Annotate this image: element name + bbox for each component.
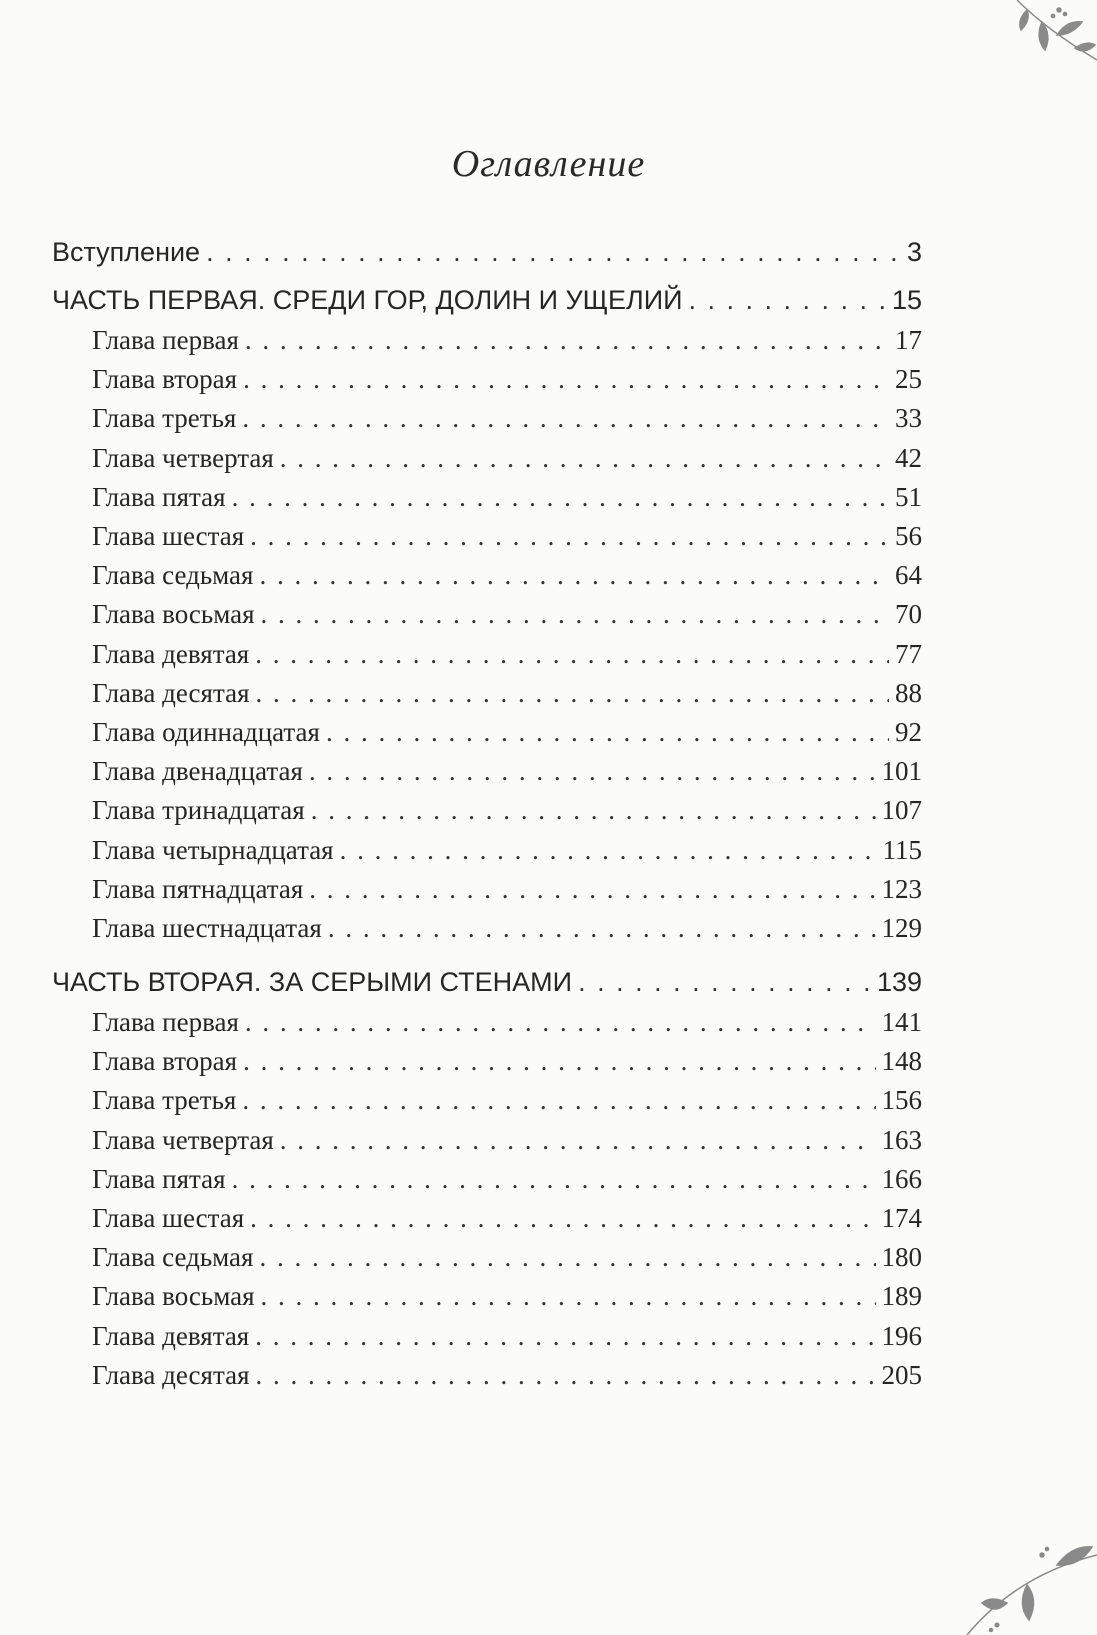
- toc-entry-label: Глава седьмая: [92, 560, 254, 591]
- toc-intro-entry: [52, 234, 922, 270]
- toc-title: Оглавление: [451, 143, 646, 185]
- toc-entry-label: Глава третья: [92, 1085, 237, 1116]
- toc-page-number: 166: [881, 1163, 922, 1194]
- dot-leader: [206, 234, 901, 270]
- dot-leader: [255, 636, 889, 672]
- toc-page-number: 88: [895, 677, 922, 708]
- toc-chapter-entry: [92, 400, 922, 436]
- dot-leader: [261, 1278, 876, 1314]
- toc-chapter-entry: [92, 871, 922, 907]
- toc-entry-label: Глава вторая: [92, 1046, 238, 1077]
- toc-part-entry: [52, 964, 922, 1000]
- dot-leader: [261, 596, 889, 632]
- dot-leader: [243, 361, 889, 397]
- toc-entry-label: Глава первая: [92, 325, 239, 355]
- toc-page-number: 180: [881, 1242, 922, 1273]
- dot-leader: [578, 964, 871, 1000]
- toc-entry-label: Глава двенадцатая: [92, 756, 303, 787]
- toc-entry-label: Глава тринадцатая: [92, 795, 305, 826]
- toc-entry-label: Глава пятнадцатая: [92, 873, 304, 904]
- toc-entry-label: Глава четвертая: [92, 1124, 274, 1155]
- toc-entry-label: Глава четвертая: [92, 442, 274, 473]
- toc-chapter-entry: [92, 714, 922, 750]
- toc-chapter-entry: [92, 753, 922, 789]
- toc-page-number: 51: [895, 481, 922, 512]
- toc-chapter-entry: [92, 1318, 922, 1354]
- toc-chapter-entry: [92, 518, 922, 554]
- toc-page-number: 15: [891, 285, 922, 315]
- toc-chapter-entry: [92, 1357, 922, 1393]
- toc-entry-label: Глава десятая: [92, 1359, 250, 1390]
- dot-leader: [259, 557, 889, 593]
- dot-leader: [280, 440, 889, 476]
- dot-leader: [309, 871, 875, 907]
- toc-chapter-entry: [92, 636, 922, 672]
- dot-leader: [250, 1200, 875, 1236]
- toc-entry-label: Вступление: [52, 237, 201, 267]
- toc-page-number: 156: [881, 1085, 922, 1116]
- toc-entry-label: Глава третья: [92, 403, 237, 434]
- toc-page-number: 174: [881, 1203, 922, 1233]
- toc-entry-label: Глава восьмая: [92, 599, 255, 630]
- toc-entry-label: Глава седьмая: [92, 1242, 254, 1273]
- toc-part-entry: [52, 282, 922, 318]
- toc-entry-label: Глава девятая: [92, 1320, 250, 1351]
- toc-page-number: 163: [881, 1124, 922, 1155]
- toc-entry-label: Глава четырнадцатая: [92, 834, 334, 865]
- toc-page-number: 101: [881, 756, 922, 787]
- toc-page-number: 107: [881, 795, 922, 826]
- dot-leader: [245, 1004, 876, 1040]
- dot-leader: [280, 1122, 876, 1158]
- toc-chapter-entry: [92, 910, 922, 946]
- toc-page-number: 139: [876, 967, 922, 997]
- toc-entry-label: ЧАСТЬ ВТОРАЯ. ЗА СЕРЫМИ СТЕНАМИ: [52, 967, 573, 997]
- toc-chapter-entry: [92, 1004, 922, 1040]
- toc-entry-label: Глава одиннадцатая: [92, 717, 320, 747]
- toc-page-number: 56: [895, 521, 922, 551]
- dot-leader: [689, 282, 886, 318]
- toc-page-number: 141: [881, 1007, 922, 1037]
- toc-entry-label: Глава шестнадцатая: [92, 913, 322, 943]
- toc-chapter-entry: [92, 1161, 922, 1197]
- toc-page-number: 17: [895, 325, 922, 355]
- toc-page-number: 205: [881, 1359, 922, 1390]
- toc-chapter-entry: [92, 1200, 922, 1236]
- toc-entry-label: Глава шестая: [92, 1203, 245, 1233]
- dot-leader: [326, 714, 889, 750]
- toc-chapter-entry: [92, 832, 922, 868]
- toc-page-number: 92: [895, 717, 922, 747]
- toc-chapter-entry: [92, 361, 922, 397]
- dot-leader: [311, 792, 876, 828]
- toc-chapter-entry: [92, 1239, 922, 1275]
- toc-chapter-entry: [92, 596, 922, 632]
- toc-entry-label: Глава восьмая: [92, 1281, 255, 1312]
- dot-leader: [242, 400, 889, 436]
- dot-leader: [242, 1082, 875, 1118]
- toc-chapter-entry: [92, 440, 922, 476]
- toc-chapter-entry: [92, 1082, 922, 1118]
- toc-page-number: 33: [895, 403, 922, 434]
- toc-chapter-entry: [92, 557, 922, 593]
- toc-chapter-entry: [92, 1122, 922, 1158]
- dot-leader: [255, 1318, 875, 1354]
- toc-page-number: 129: [881, 913, 922, 943]
- toc-chapter-entry: [92, 1278, 922, 1314]
- toc-chapter-entry: [92, 792, 922, 828]
- dot-leader: [232, 1161, 876, 1197]
- toc-page-number: 148: [881, 1046, 922, 1077]
- dot-leader: [245, 322, 889, 358]
- dot-leader: [340, 832, 877, 868]
- dot-leader: [256, 1357, 876, 1393]
- toc-page-number: 123: [881, 873, 922, 904]
- toc-page-number: 189: [881, 1281, 922, 1312]
- dot-leader: [250, 518, 889, 554]
- toc-entry-label: Глава девятая: [92, 638, 250, 669]
- toc-page-number: 115: [882, 834, 922, 865]
- toc-chapter-entry: [92, 675, 922, 711]
- dot-leader: [232, 479, 889, 515]
- toc-entry-label: Глава вторая: [92, 364, 238, 395]
- toc-entry-label: Глава пятая: [92, 481, 226, 512]
- dot-leader: [243, 1043, 875, 1079]
- toc-entry-label: ЧАСТЬ ПЕРВАЯ. СРЕДИ ГОР, ДОЛИН И УЩЕЛИЙ: [52, 285, 683, 315]
- toc-page-number: 42: [895, 442, 922, 473]
- toc-chapter-entry: [92, 322, 922, 358]
- toc-entry-label: Глава десятая: [92, 677, 250, 708]
- toc-page-number: 70: [895, 599, 922, 630]
- toc-entry-label: Глава шестая: [92, 521, 245, 551]
- toc-page-number: 25: [895, 364, 922, 395]
- dot-leader: [256, 675, 890, 711]
- toc-page-number: 64: [895, 560, 922, 591]
- dot-leader: [328, 910, 876, 946]
- toc-chapter-entry: [92, 1043, 922, 1079]
- toc-chapter-entry: [92, 479, 922, 515]
- toc-page-number: 77: [895, 638, 922, 669]
- dot-leader: [309, 753, 876, 789]
- dot-leader: [259, 1239, 875, 1275]
- toc-page-number: 3: [906, 237, 922, 267]
- toc-entry-label: Глава пятая: [92, 1163, 226, 1194]
- toc-page-number: 196: [881, 1320, 922, 1351]
- toc-entry-label: Глава первая: [92, 1007, 239, 1037]
